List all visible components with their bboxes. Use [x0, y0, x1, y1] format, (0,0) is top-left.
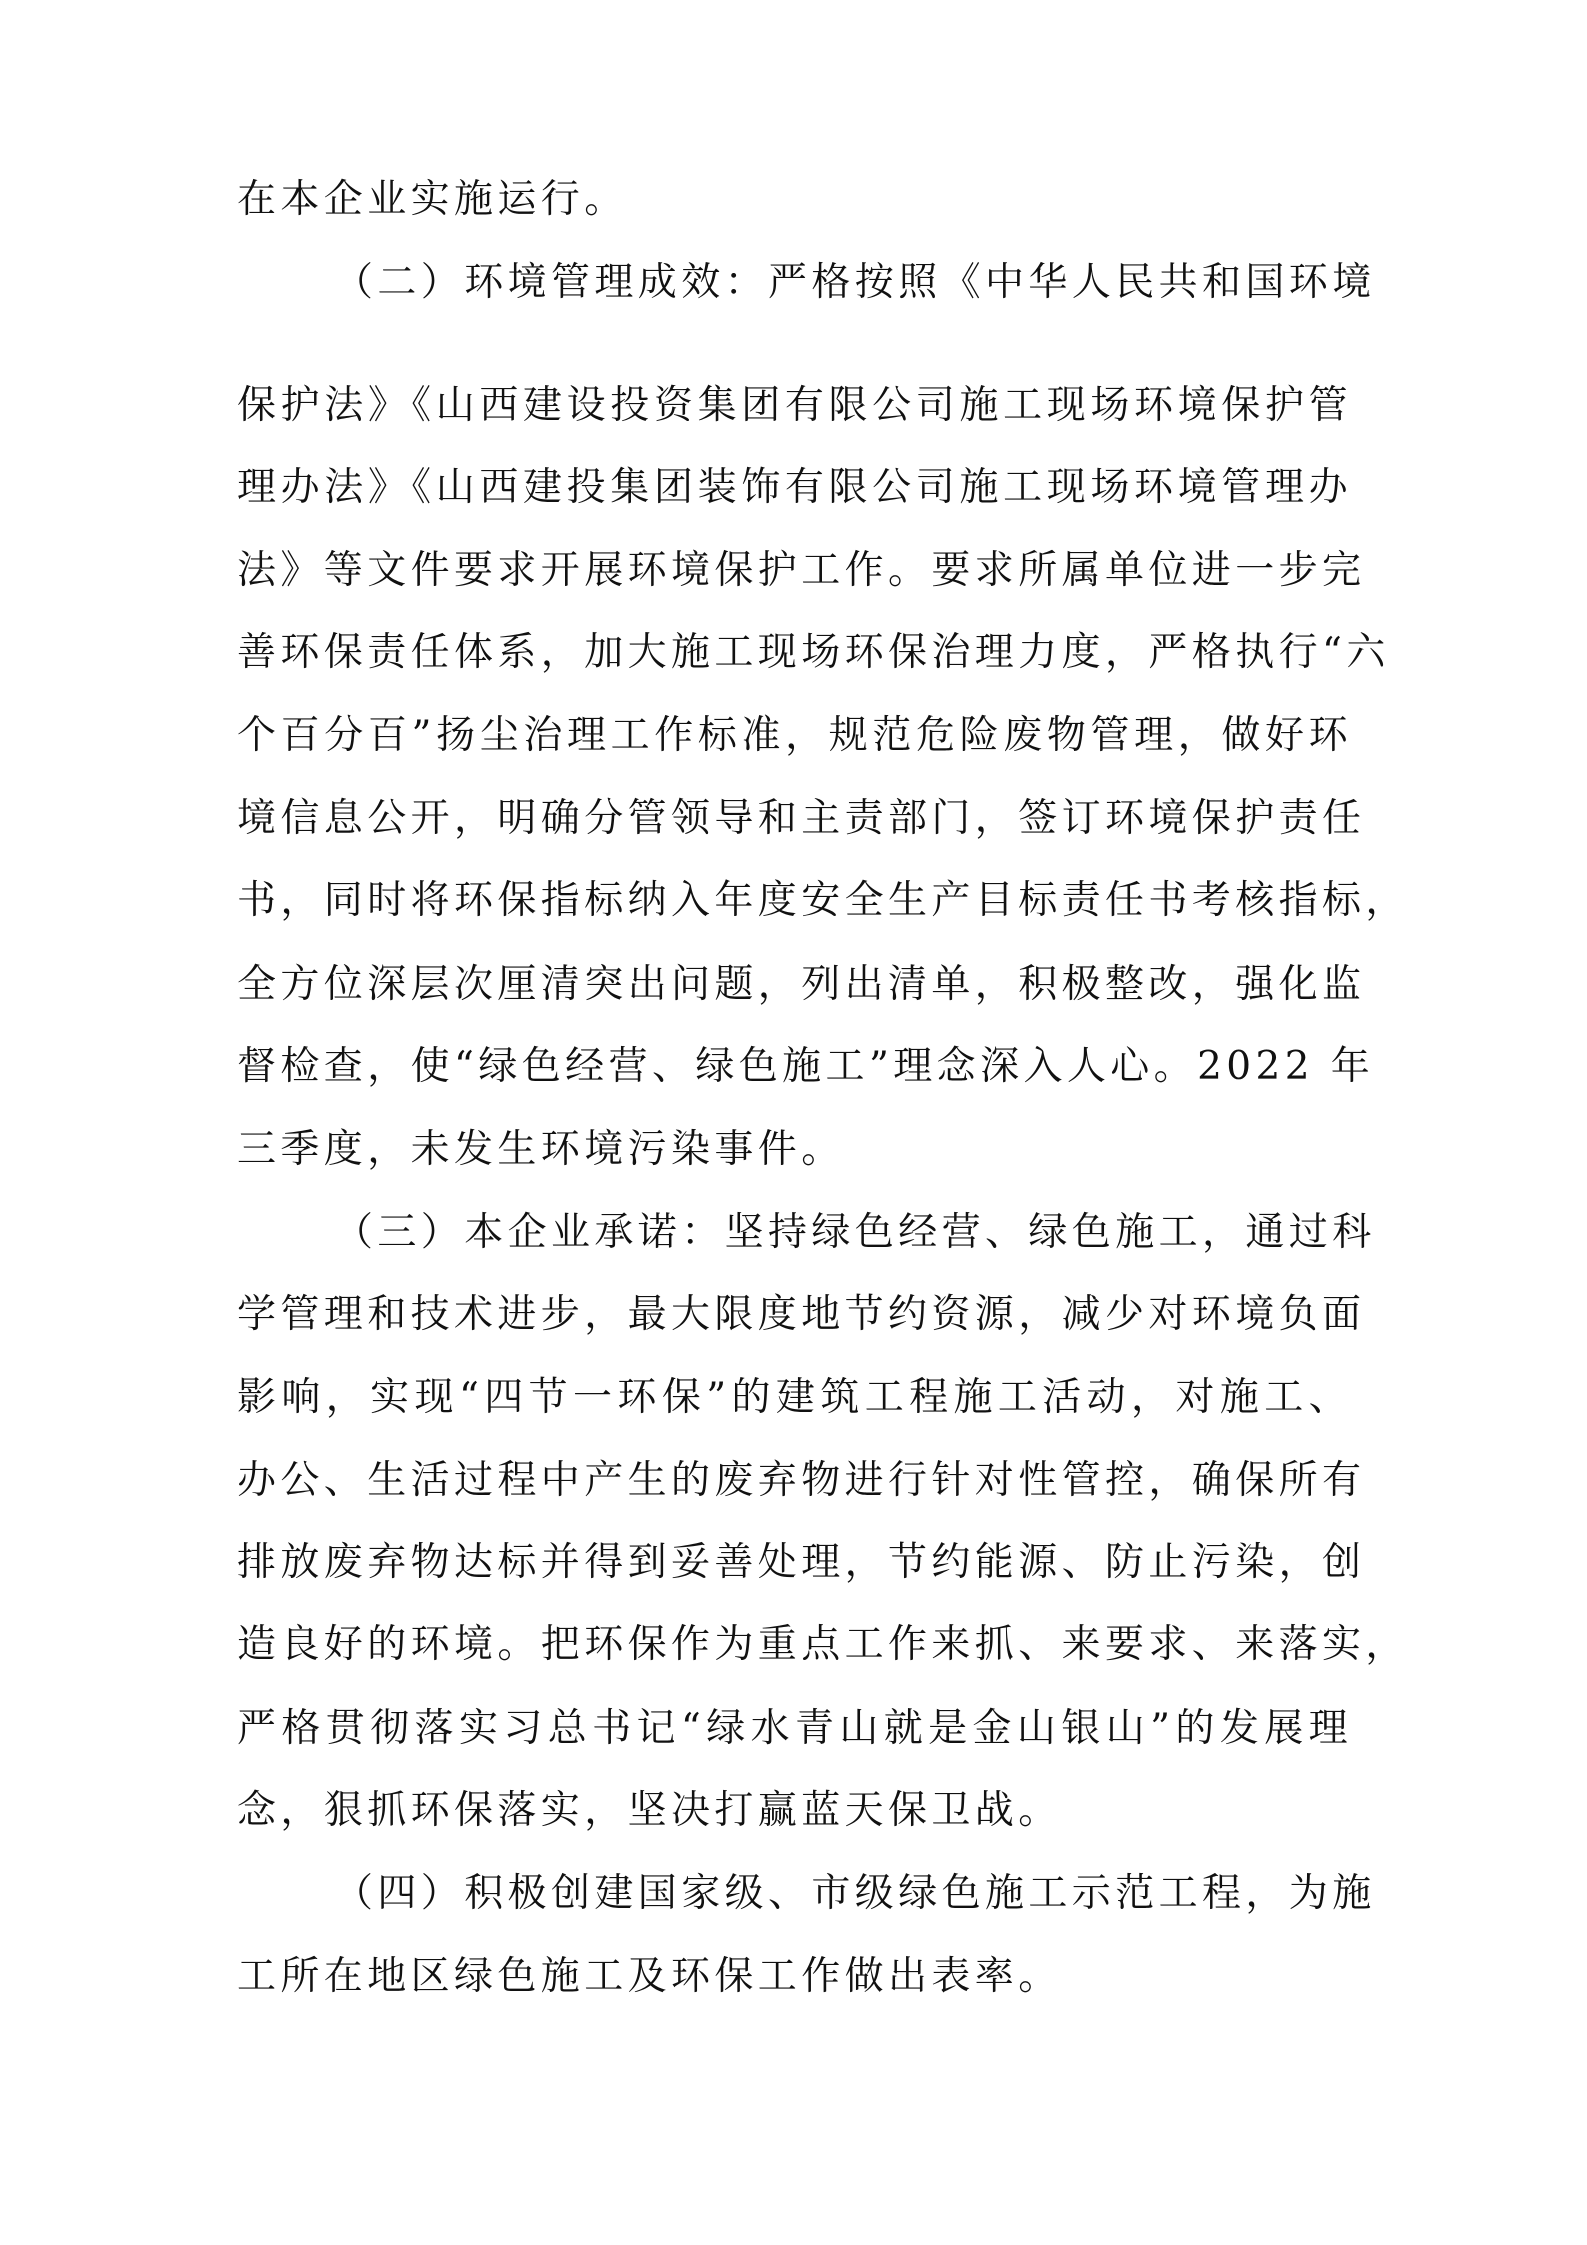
paragraph-line: 办公、生活过程中产生的废弃物进行针对性管控，确保所有	[237, 1458, 1366, 1503]
paragraph-line: 境信息公开，明确分管领导和主责部门，签订环境保护责任	[237, 796, 1366, 841]
paragraph-line: 排放废弃物达标并得到妥善处理，节约能源、防止污染，创	[237, 1540, 1366, 1585]
paragraph-line: 善环保责任体系，加大施工现场环保治理力度，严格执行“六	[237, 630, 1390, 675]
paragraph-first-line: （三）本企业承诺：坚持绿色经营、绿色施工，通过科	[334, 1210, 1376, 1255]
paragraph-line: 全方位深层次厘清突出问题，列出清单，积极整改，强化监	[237, 962, 1366, 1007]
paragraph-line: 学管理和技术进步，最大限度地节约资源，减少对环境负面	[237, 1292, 1366, 1337]
paragraph-line: 督检查，使“绿色经营、绿色施工”理念深入人心。2022 年	[237, 1044, 1375, 1089]
paragraph-first-line: （二）环境管理成效：严格按照《中华人民共和国环境	[334, 260, 1376, 305]
paragraph-line: 书，同时将环保指标纳入年度安全生产目标责任书考核指标，	[237, 878, 1409, 923]
paragraph-line: 法》等文件要求开展环境保护工作。要求所属单位进一步完	[237, 548, 1366, 593]
paragraph-line: 在本企业实施运行。	[237, 177, 628, 222]
paragraph-line: 保护法》《山西建设投资集团有限公司施工现场环境保护管	[237, 383, 1352, 428]
paragraph-line: 念，狠抓环保落实，坚决打赢蓝天保卫战。	[237, 1788, 1062, 1833]
paragraph-line: 工所在地区绿色施工及环保工作做出表率。	[237, 1954, 1062, 1999]
paragraph-line: 严格贯彻落实习总书记“绿水青山就是金山银山”的发展理	[237, 1706, 1352, 1751]
paragraph-line: 造良好的环境。把环保作为重点工作来抓、来要求、来落实，	[237, 1622, 1409, 1667]
paragraph-line: 三季度，未发生环境污染事件。	[237, 1127, 845, 1172]
paragraph-line: 理办法》《山西建投集团装饰有限公司施工现场环境管理办	[237, 465, 1352, 510]
paragraph-line: 影响，实现“四节一环保”的建筑工程施工活动，对施工、	[237, 1375, 1352, 1420]
paragraph-line: 个百分百”扬尘治理工作标准，规范危险废物管理，做好环	[237, 713, 1352, 758]
paragraph-first-line: （四）积极创建国家级、市级绿色施工示范工程，为施	[334, 1871, 1376, 1916]
